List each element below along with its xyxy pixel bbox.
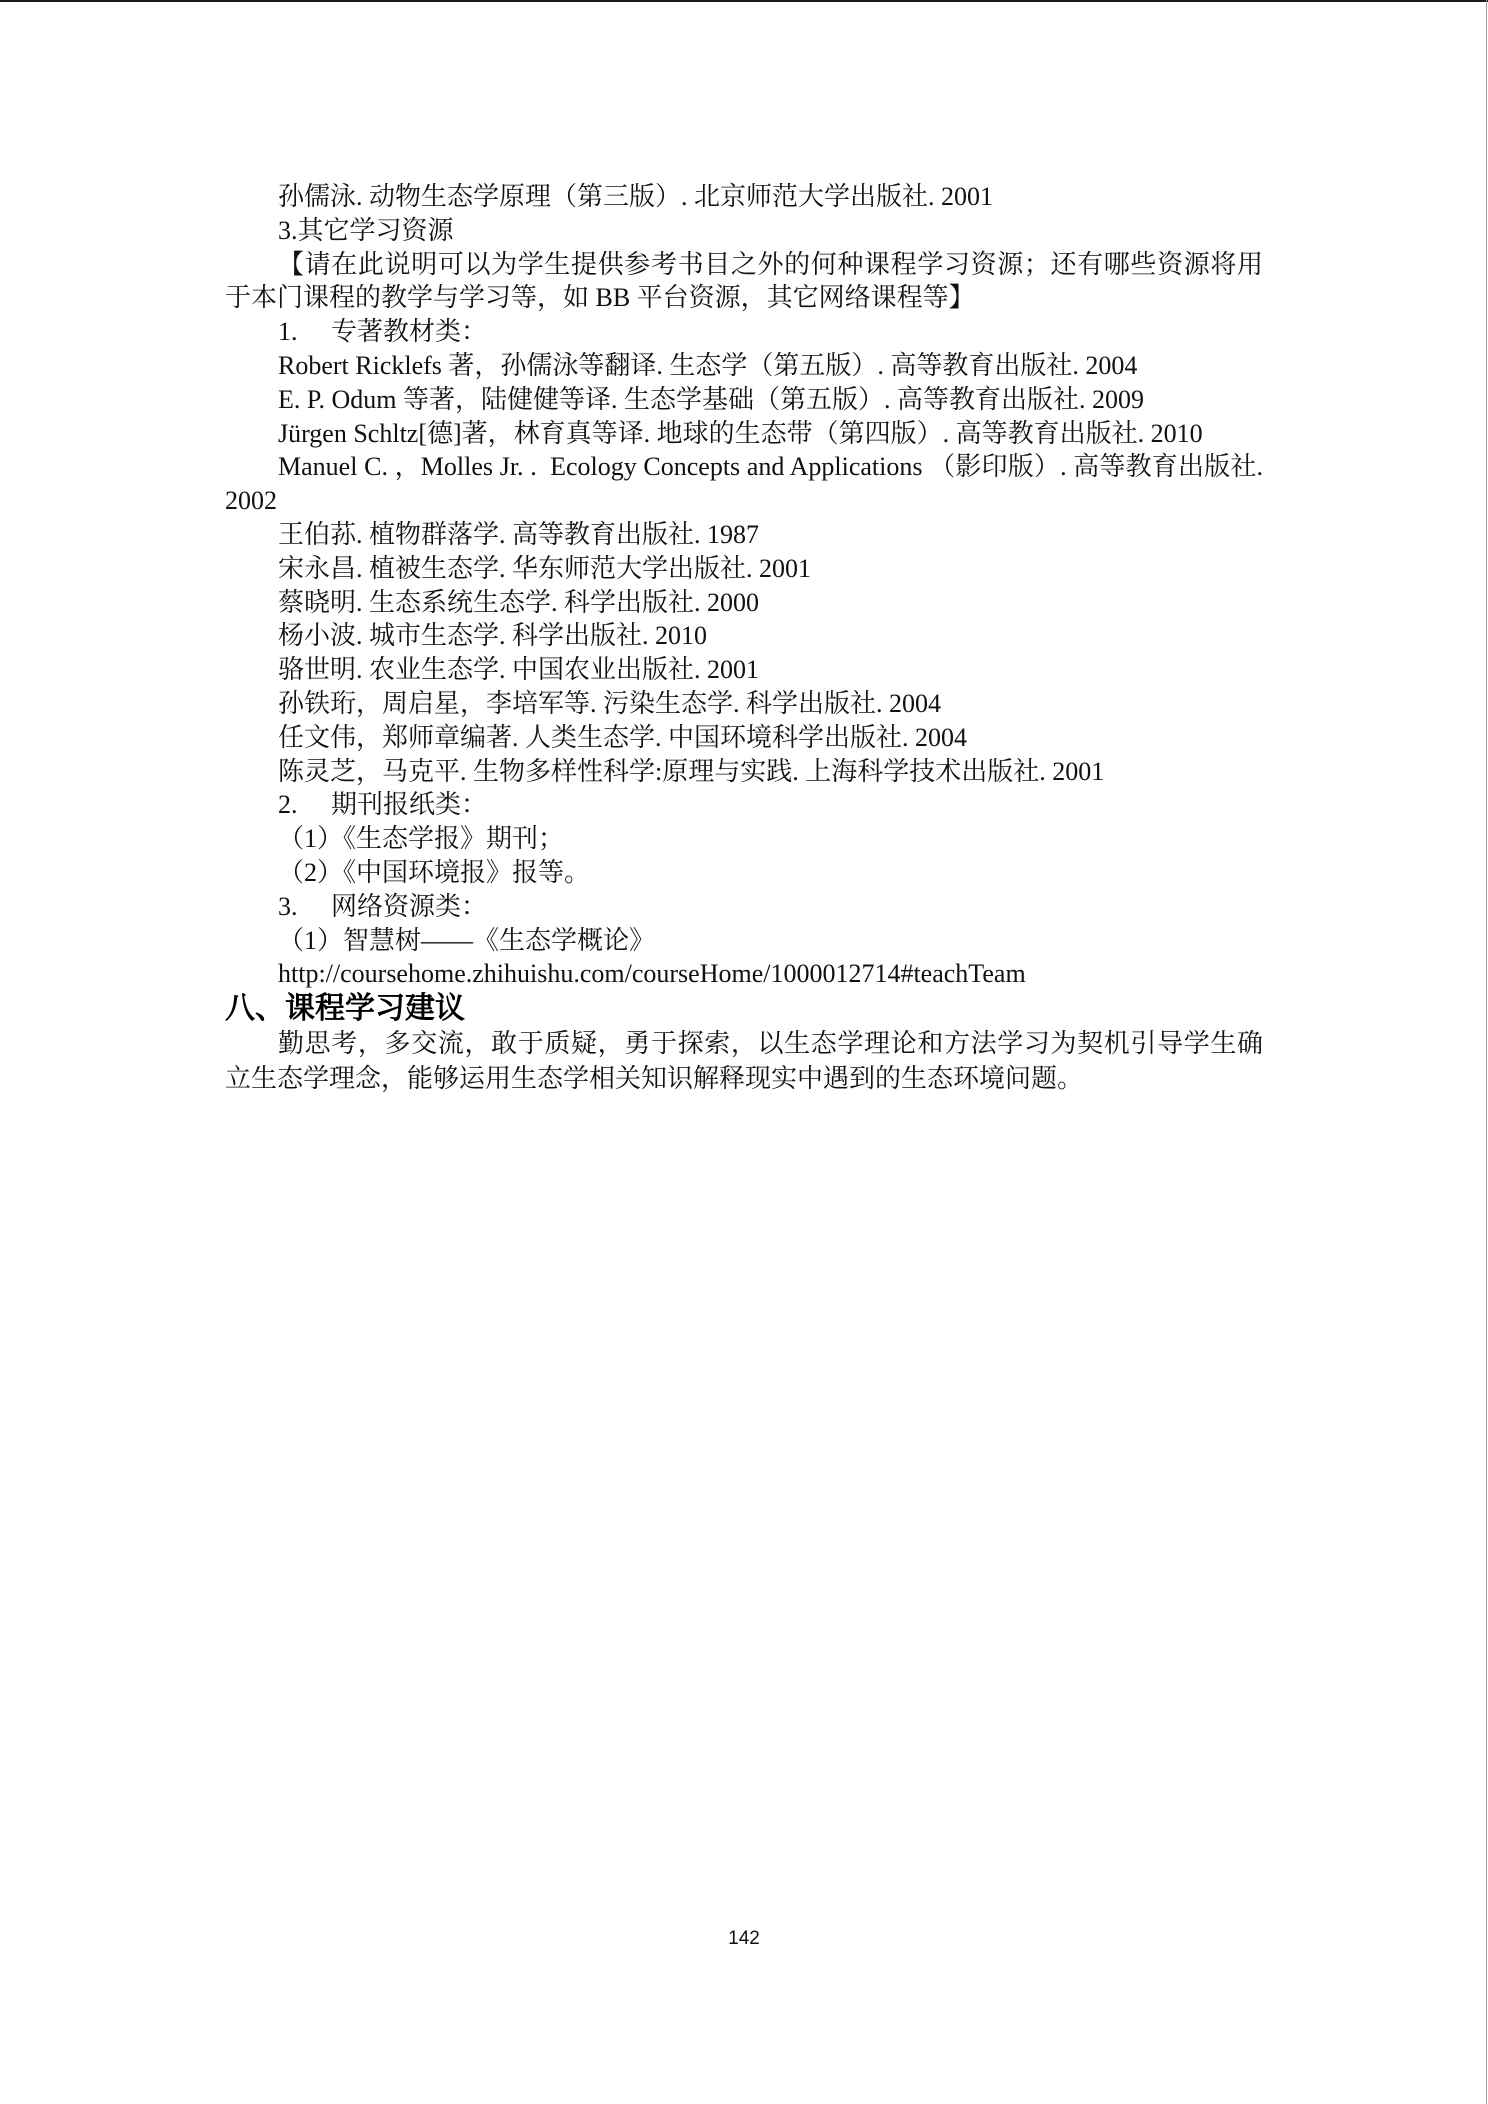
list-item: （1）《生态学报》期刊； [278,824,565,854]
resource-category-heading [225,315,1263,349]
reference-entry: Robert Ricklefs 著，孙儒泳等翻译. 生态学（第五版）. 高等教育出版社. 2004 [278,350,1138,380]
paragraph-line: 立生态学理念，能够运用生态学相关知识解释现实中遇到的生态环境问题。 [225,1064,1084,1094]
reference-entry: 宋永昌. 植被生态学. 华东师范大学出版社. 2001 [278,553,812,583]
page-top-edge [0,0,1488,2]
list-item: （1）智慧树——《生态学概论》 [278,925,656,955]
reference-entry: 骆世明. 农业生态学. 中国农业出版社. 2001 [278,655,760,685]
category-number: 1. [278,317,298,347]
resource-category-heading [225,890,1263,924]
page-right-edge [1486,0,1487,2104]
paragraph-line: 勤思考，多交流，敢于质疑，勇于探索，以生态学理论和方法学习为契机引导学生确 [278,1029,1263,1059]
reference-entry: 杨小波. 城市生态学. 科学出版社. 2010 [278,621,708,651]
reference-entry: 孙铁珩，周启星，李培军等. 污染生态学. 科学出版社. 2004 [278,688,942,718]
url-text: http://coursehome.zhihuishu.com/courseHome/1000012714#teachTeam [278,959,1026,989]
reference-entry: Jürgen Schltz[德]著，林育真等译. 地球的生态带（第四版）. 高等教育出版社. 2010 [278,418,1203,448]
reference-entry: 任文伟，郑师章编著. 人类生态学. 中国环境科学出版社. 2004 [278,722,968,752]
page-content [225,180,1263,1097]
reference-entry: 王伯荪. 植物群落学. 高等教育出版社. 1987 [278,519,760,549]
category-number: 3. [278,891,298,921]
page-number: 142 [728,1928,760,1949]
category-title: 专著教材类： [331,317,488,347]
reference-entry-continuation: 2002 [225,486,277,516]
instruction-note-line: 【请在此说明可以为学生提供参考书目之外的何种课程学习资源；还有哪些资源将用 [278,249,1263,279]
reference-entry: 蔡晓明. 生态系统生态学. 科学出版社. 2000 [278,587,760,617]
instruction-note-line: 于本门课程的教学与学习等，如 BB 平台资源，其它网络课程等】 [225,283,975,313]
reference-entry: 陈灵芝，马克平. 生物多样性科学:原理与实践. 上海科学技术出版社. 2001 [278,756,1105,786]
subsection-title: 3.其它学习资源 [278,215,454,245]
reference-entry: 孙儒泳. 动物生态学原理（第三版）. 北京师范大学出版社. 2001 [278,182,994,211]
category-title: 网络资源类： [331,891,488,921]
section-heading: 八、课程学习建议 [225,992,465,1026]
reference-entry: Manuel C. ，Molles Jr. . Ecology Concepts and Applications （影印版）. 高等教育出版社. [278,452,1263,482]
reference-entry: E. P. Odum 等著，陆健健等译. 生态学基础（第五版）. 高等教育出版社. 2009 [278,384,1144,414]
list-item: （2）《中国环境报》报等。 [278,857,591,887]
resource-category-heading [225,788,1263,822]
category-number: 2. [278,790,298,820]
category-title: 期刊报纸类： [331,790,488,820]
